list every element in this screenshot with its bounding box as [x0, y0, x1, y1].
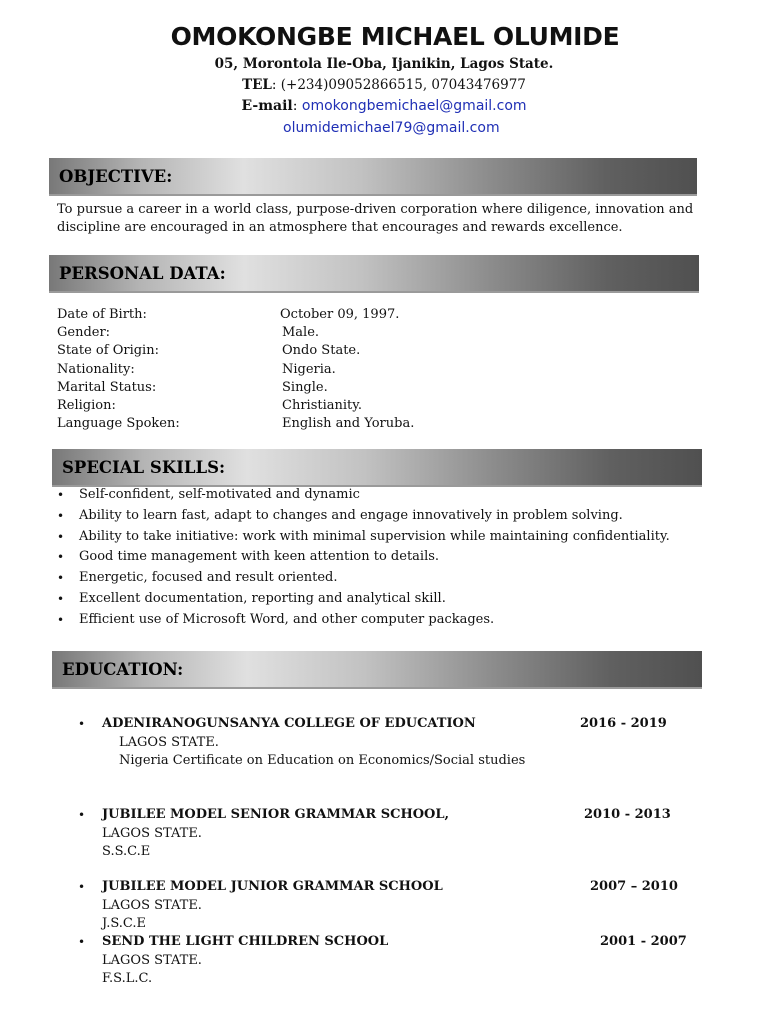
bullet-icon: • — [57, 529, 65, 544]
skills-list — [57, 485, 670, 631]
email-label: E-mail — [241, 98, 293, 114]
tel-value: : (+234)09052866515, 07043476977 — [271, 77, 526, 93]
row-label: State of Origin: — [57, 343, 159, 359]
skill-text: Ability to learn fast, adapt to changes and engage innovatively in problem solving. — [79, 507, 623, 523]
education-entry — [78, 878, 678, 934]
personal-data-heading: PERSONAL DATA: — [49, 255, 699, 293]
bullet-icon: • — [57, 550, 65, 565]
email-separator: : — [292, 98, 302, 114]
school-name: JUBILEE MODEL SENIOR GRAMMAR SCHOOL, — [102, 807, 450, 822]
bullet-icon: • — [78, 880, 86, 894]
email-link-secondary[interactable]: olumidemichael79@gmail.com — [283, 120, 500, 136]
list-item — [57, 547, 670, 568]
school-qualification: F.S.L.C. — [102, 971, 153, 986]
skill-text: Excellent documentation, reporting and analytical skill. — [79, 590, 446, 606]
row-value: Christianity. — [282, 397, 362, 413]
bullet-icon: • — [57, 508, 65, 523]
objective-text: To pursue a career in a world class, purpose-driven corporation where diligence, innovation and discipline are encouraged in an atmosphere that encourages and rewards excellence. — [57, 202, 694, 235]
applicant-name: OMOKONGBE MICHAEL OLUMIDE — [170, 22, 620, 51]
row-label: Date of Birth: — [57, 307, 147, 322]
list-item — [57, 568, 670, 589]
school-years: 2010 - 2013 — [584, 807, 671, 822]
phone-line — [0, 77, 768, 93]
bullet-icon: • — [57, 571, 65, 586]
school-qualification: J.S.C.E — [102, 916, 147, 931]
row-label: Nationality: — [57, 361, 135, 377]
school-years: 2007 – 2010 — [590, 879, 678, 894]
email-line — [0, 98, 768, 114]
education-entry — [78, 715, 667, 771]
bullet-icon: • — [57, 488, 65, 502]
list-item — [57, 589, 670, 610]
school-qualification: S.S.C.E — [102, 844, 151, 859]
row-value: October 09, 1997. — [280, 307, 400, 322]
row-label: Language Spoken: — [57, 416, 180, 432]
row-label: Religion: — [57, 397, 116, 413]
school-location: LAGOS STATE. — [102, 825, 202, 841]
tel-label: TEL — [242, 77, 272, 93]
education-entry — [78, 806, 671, 862]
row-value: Ondo State. — [282, 343, 361, 359]
list-item — [57, 610, 670, 631]
skill-text: Energetic, focused and result oriented. — [79, 570, 338, 586]
list-item — [57, 506, 670, 527]
school-name: ADENIRANOGUNSANYA COLLEGE OF EDUCATION — [102, 716, 476, 731]
objective-heading: OBJECTIVE: — [49, 158, 697, 196]
bullet-icon: • — [57, 591, 65, 606]
row-value: English and Yoruba. — [282, 416, 415, 432]
school-years: 2016 - 2019 — [580, 716, 667, 731]
bullet-icon: • — [78, 935, 86, 949]
bullet-icon: • — [78, 717, 86, 731]
school-name: JUBILEE MODEL JUNIOR GRAMMAR SCHOOL — [102, 879, 443, 894]
education-entry — [78, 933, 687, 989]
education-heading: EDUCATION: — [52, 651, 702, 689]
row-label: Gender: — [57, 325, 111, 341]
bullet-icon: • — [78, 808, 86, 822]
school-years: 2001 - 2007 — [600, 934, 687, 949]
special-skills-heading: SPECIAL SKILLS: — [52, 449, 702, 487]
school-location: LAGOS STATE. — [119, 734, 219, 750]
school-location: LAGOS STATE. — [102, 952, 202, 968]
skill-text: Good time management with keen attention to details. — [79, 549, 440, 565]
list-item — [57, 485, 670, 506]
email-link-primary[interactable]: omokongbemichael@gmail.com — [301, 98, 527, 114]
skill-text: Efficient use of Microsoft Word, and other computer packages. — [79, 611, 495, 627]
bullet-icon: • — [57, 612, 65, 627]
list-item — [57, 527, 670, 548]
school-name: SEND THE LIGHT CHILDREN SCHOOL — [102, 934, 389, 949]
row-value: Male. — [282, 325, 320, 341]
address-line: 05, Morontola Ile-Oba, Ijanikin, Lagos State. — [214, 56, 554, 72]
skill-text: Ability to take initiative: work with minimal supervision while maintaining confidentiality. — [79, 528, 670, 544]
school-qualification: Nigeria Certificate on Education on Economics/Social studies — [119, 753, 526, 768]
skill-text: Self-confident, self-motivated and dynamic — [79, 487, 360, 502]
row-value: Single. — [282, 379, 328, 395]
row-value: Nigeria. — [282, 361, 336, 377]
row-label: Marital Status: — [57, 379, 157, 395]
school-location: LAGOS STATE. — [102, 897, 202, 913]
